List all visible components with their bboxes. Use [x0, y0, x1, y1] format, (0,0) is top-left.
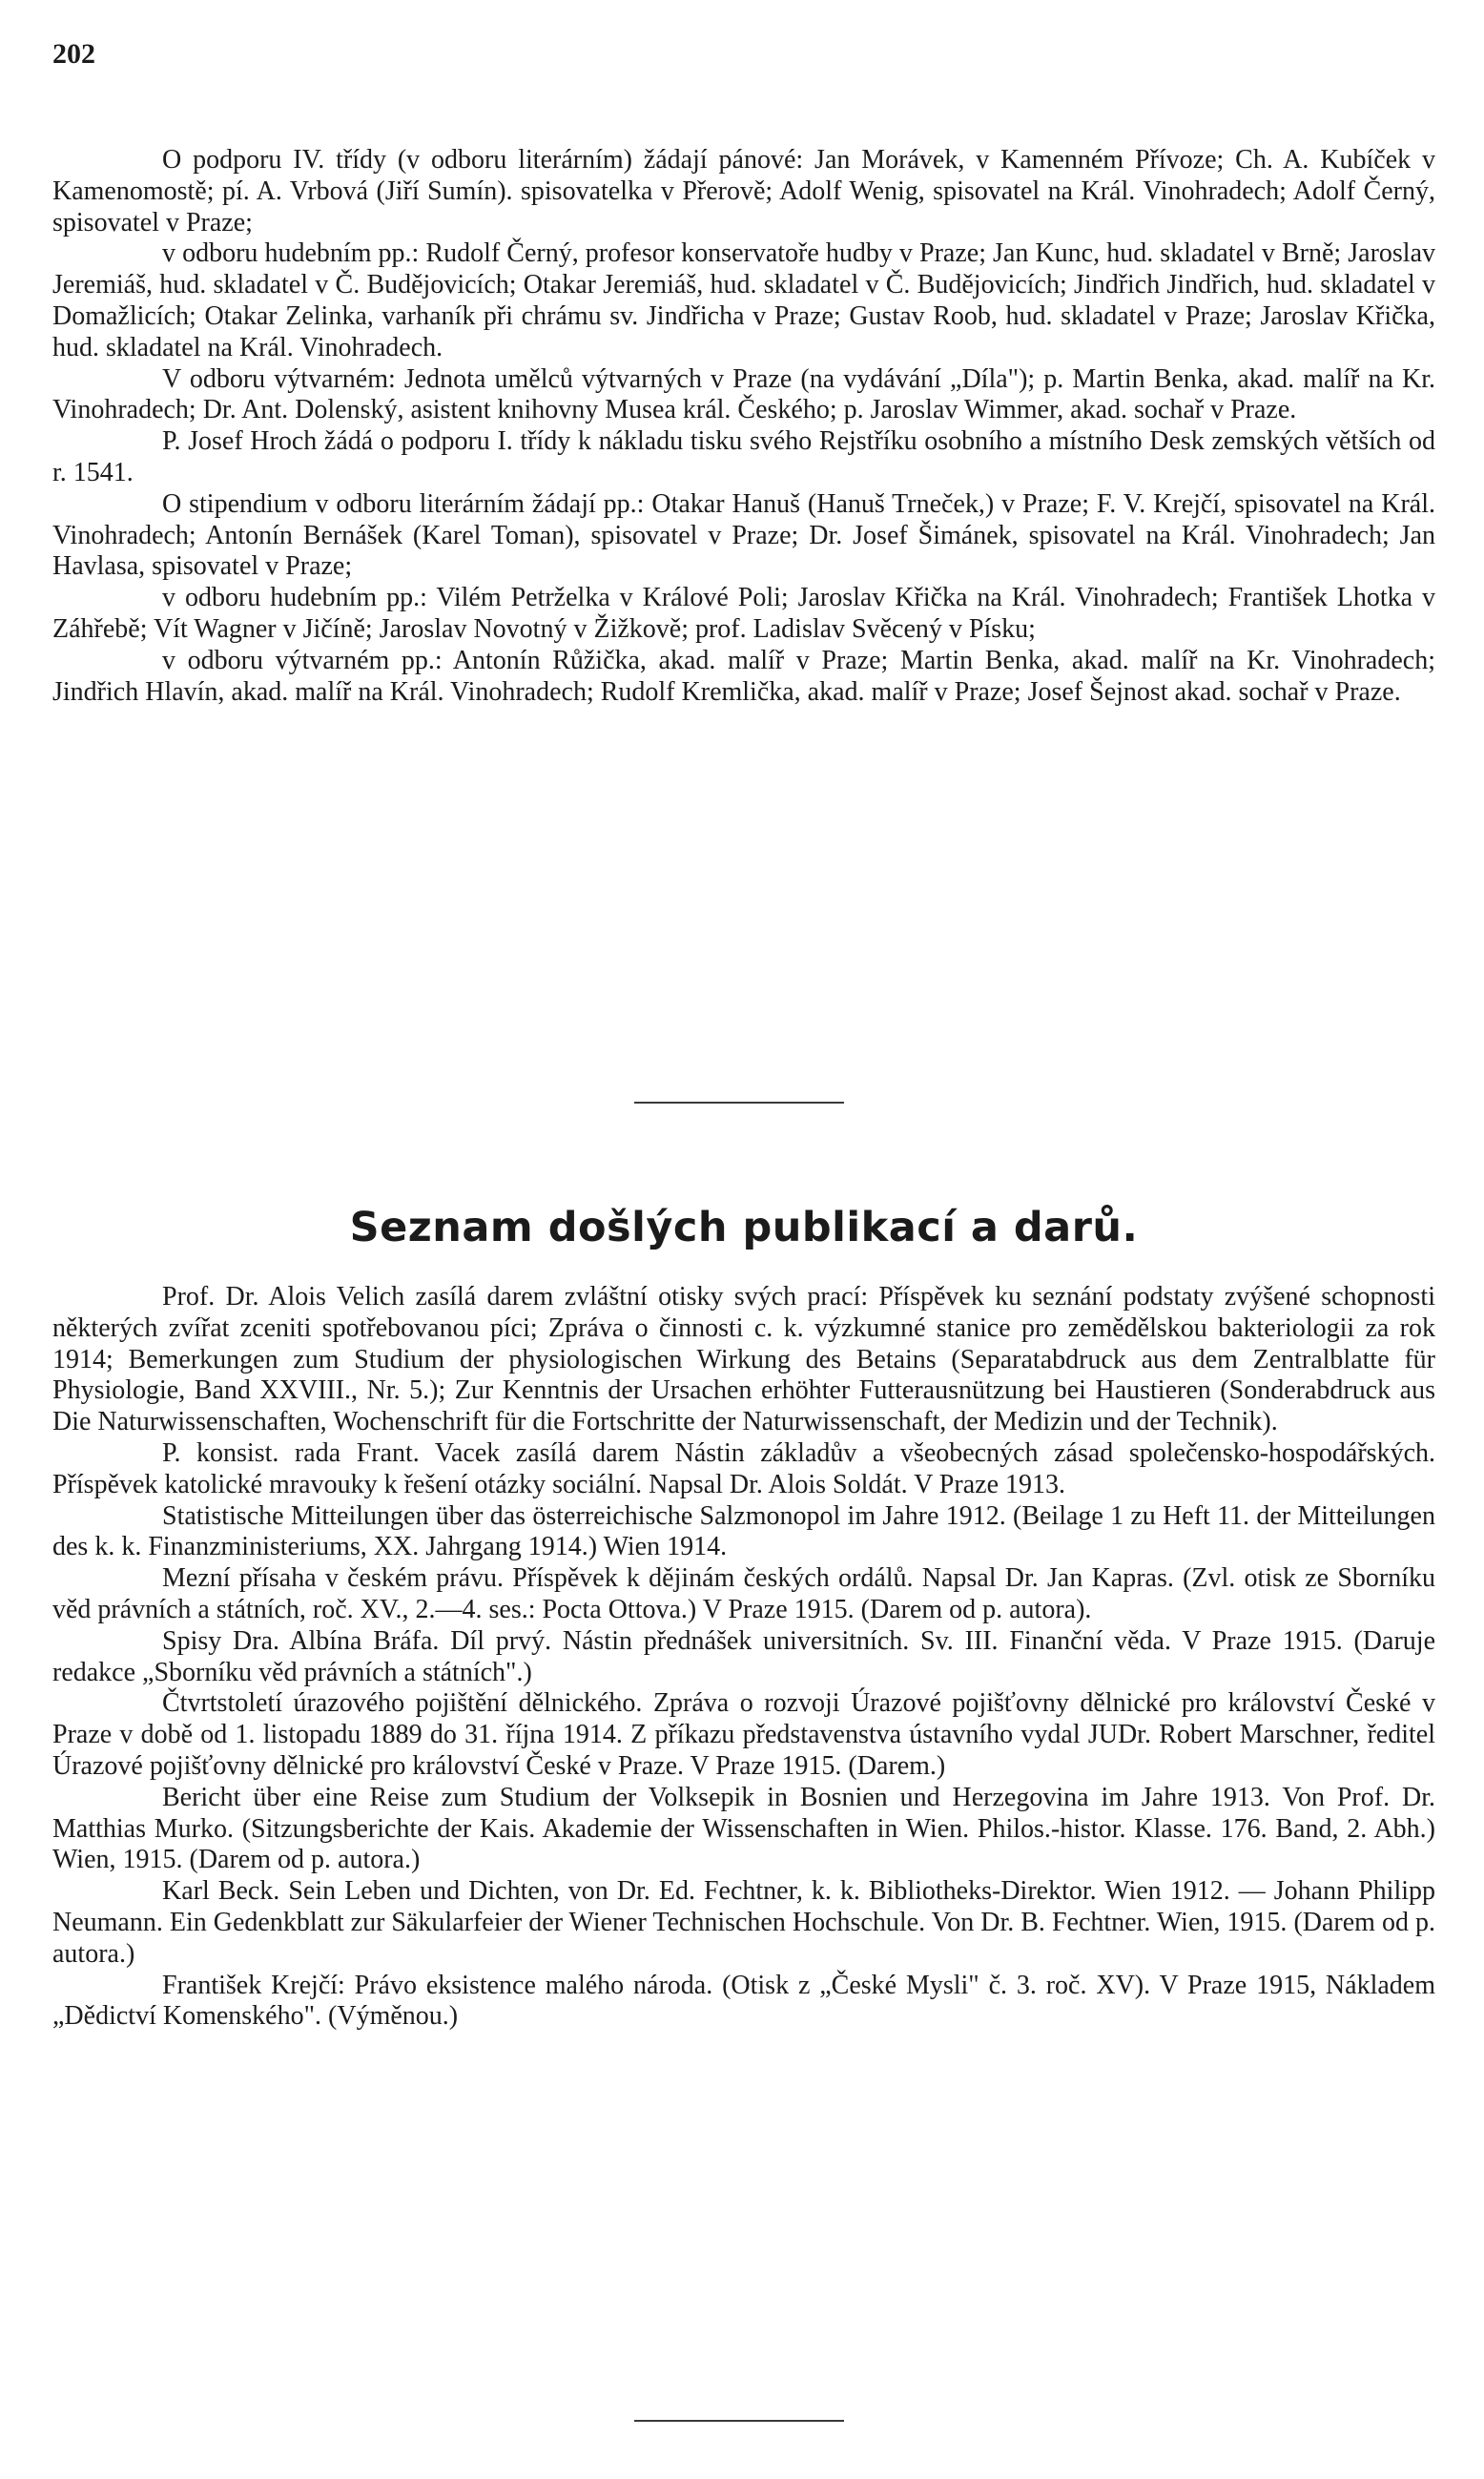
page-number: 202	[52, 38, 95, 70]
publication-entry: P. konsist. rada Frant. Vacek zasílá darem Nástin základův a všeobecných zásad společensko-hospodářských. Příspěvek katolické mravouky k řešení otázky sociální. Napsal Dr. Alois Soldát. V Praze 1913.	[52, 1437, 1435, 1499]
section-heading: Seznam došlých publikací a darů.	[349, 1204, 1139, 1251]
paragraph-visual-arts-stipends: v odboru výtvarném pp.: Antonín Růžička, akad. malíř v Praze; Martin Benka, akad. malíř na Kr. Vinohradech; Jindřich Hlavín, akad. malíř na Král. Vinohradech; Rudolf Kremlička, akad. malíř v Praze; Josef Šejnost akad. sochař v Praze.	[52, 645, 1435, 707]
publication-entry: Karl Beck. Sein Leben und Dichten, von Dr. Ed. Fechtner, k. k. Bibliotheks-Direktor. Wien 1912. — Johann Philipp Neumann. Ein Gedenkblatt zur Säkularfeier der Wiener Technischen Hochschule. Von Dr. B. Fechtner. Wien, 1915. (Darem od p. autora.)	[52, 1876, 1435, 1969]
section-divider-bottom	[634, 2420, 844, 2422]
publication-entry: Mezní přísaha v českém právu. Příspěvek k dějinám českých ordálů. Napsal Dr. Jan Kapras. (Zvl. otisk ze Sborníku věd právních a státních, roč. XV., 2.—4. ses.: Pocta Ottova.) V Praze 1915. (Darem od p. autora).	[52, 1563, 1435, 1624]
paragraph-music-grants: v odboru hudebním pp.: Rudolf Černý, profesor konservatoře hudby v Praze; Jan Kunc, hud. skladatel v Brně; Jaroslav Jeremiáš, hud. skladatel v Č. Budějovicích; Otakar Jeremiáš, hud. skladatel v Č. Budějovicích; Jindřich Jindřich, hud. skladatel v Domažlicích; Otakar Zelinka, varhaník při chrámu sv. Jindřicha v Praze; Gustav Roob, hud. skladatel v Praze; Jaroslav Křička, hud. skladatel na Král. Vinohradech.	[52, 238, 1435, 362]
publications-section	[52, 1202, 1435, 2033]
publication-entry: Spisy Dra. Albína Bráfa. Díl prvý. Nástin přednášek universitních. Sv. III. Finanční věda. V Praze 1915. (Daruje redakce „Sborníku věd právních a státních".)	[52, 1625, 1435, 1687]
publication-entry: Prof. Dr. Alois Velich zasílá darem zvláštní otisky svých prací: Příspěvek ku seznání podstaty zvýšené schopnosti některých zvířat zceniti spotřebovanou píci; Zpráva o činnosti c. k. výzkumné stanice pro zemědělskou bakteriologii za rok 1914; Bemerkungen zum Studium der physiologischen Wirkung des Betains (Separatabdruck aus dem Zentralblatte für Physiologie, Band XXVIII., Nr. 5.); Zur Kenntnis der Ursachen erhöhter Futterausnützung bei Haustieren (Sonderabdruck aus Die Naturwissenschaften, Wochenschrift für die Fortschritte der Naturwissenschaft, der Medizin und der Technik).	[52, 1282, 1435, 1437]
paragraph-literary-stipends: O stipendium v odboru literárním žádají pp.: Otakar Hanuš (Hanuš Trneček,) v Praze; F. V. Krejčí, spisovatel na Král. Vinohradech; Antonín Bernášek (Karel Toman), spisovatel v Praze; Dr. Josef Šimánek, spisovatel na Král. Vinohradech; Jan Havlasa, spisovatel v Praze;	[52, 488, 1435, 582]
paragraph-music-stipends: v odboru hudebním pp.: Vilém Petrželka v Králové Poli; Jaroslav Křička na Král. Vinohradech; František Lhotka v Záhřebě; Vít Wagner v Jičíně; Jaroslav Novotný v Žižkově; prof. Ladislav Svěcený v Písku;	[52, 583, 1435, 644]
paragraph-hroch-request: P. Josef Hroch žádá o podporu I. třídy k nákladu tisku svého Rejstříku osobního a místního Desk zemských větších od r. 1541.	[52, 426, 1435, 487]
section-divider-top	[634, 1102, 844, 1104]
publication-entry: František Krejčí: Právo eksistence malého národa. (Otisk z „České Mysli" č. 3. roč. XV). V Praze 1915, Nákladem „Dědictví Komenského". (Výměnou.)	[52, 1970, 1435, 2032]
publication-entry: Čtvrtstoletí úrazového pojištění dělnického. Zpráva o rozvoji Úrazové pojišťovny dělnické pro království České v Praze v době od 1. listopadu 1889 do 31. října 1914. Z příkazu představenstva ústavního vydal JUDr. Robert Marschner, ředitel Úrazové pojišťovny dělnické pro království České v Praze. V Praze 1915. (Darem.)	[52, 1688, 1435, 1781]
publication-entry: Bericht über eine Reise zum Studium der Volksepik in Bosnien und Herzegovina im Jahre 1913. Von Prof. Dr. Matthias Murko. (Sitzungsberichte der Kais. Akademie der Wissenschaften in Wien. Philos.-histor. Klasse. 176. Band, 2. Abh.) Wien, 1915. (Darem od p. autora.)	[52, 1782, 1435, 1875]
paragraph-literary-grants: O podporu IV. třídy (v odboru literárním) žádají pánové: Jan Morávek, v Kamenném Přívoze; Ch. A. Kubíček v Kamenomostě; pí. A. Vrbová (Jiří Sumín). spisovatelka v Přerově; Adolf Wenig, spisovatel na Král. Vinohradech; Adolf Černý, spisovatel v Praze;	[52, 145, 1435, 238]
paragraph-visual-arts-grants: V odboru výtvarném: Jednota umělců výtvarných v Praze (na vydávání „Díla"); p. Martin Benka, akad. malíř na Kr. Vinohradech; Dr. Ant. Dolenský, asistent knihovny Musea král. Českého; p. Jaroslav Wimmer, akad. sochař v Praze.	[52, 363, 1435, 425]
grant-requests-section	[52, 145, 1435, 708]
publication-entry: Statistische Mitteilungen über das österreichische Salzmonopol im Jahre 1912. (Beilage 1 zu Heft 11. der Mitteilungen des k. k. Finanzministeriums, XX. Jahrgang 1914.) Wien 1914.	[52, 1500, 1435, 1562]
